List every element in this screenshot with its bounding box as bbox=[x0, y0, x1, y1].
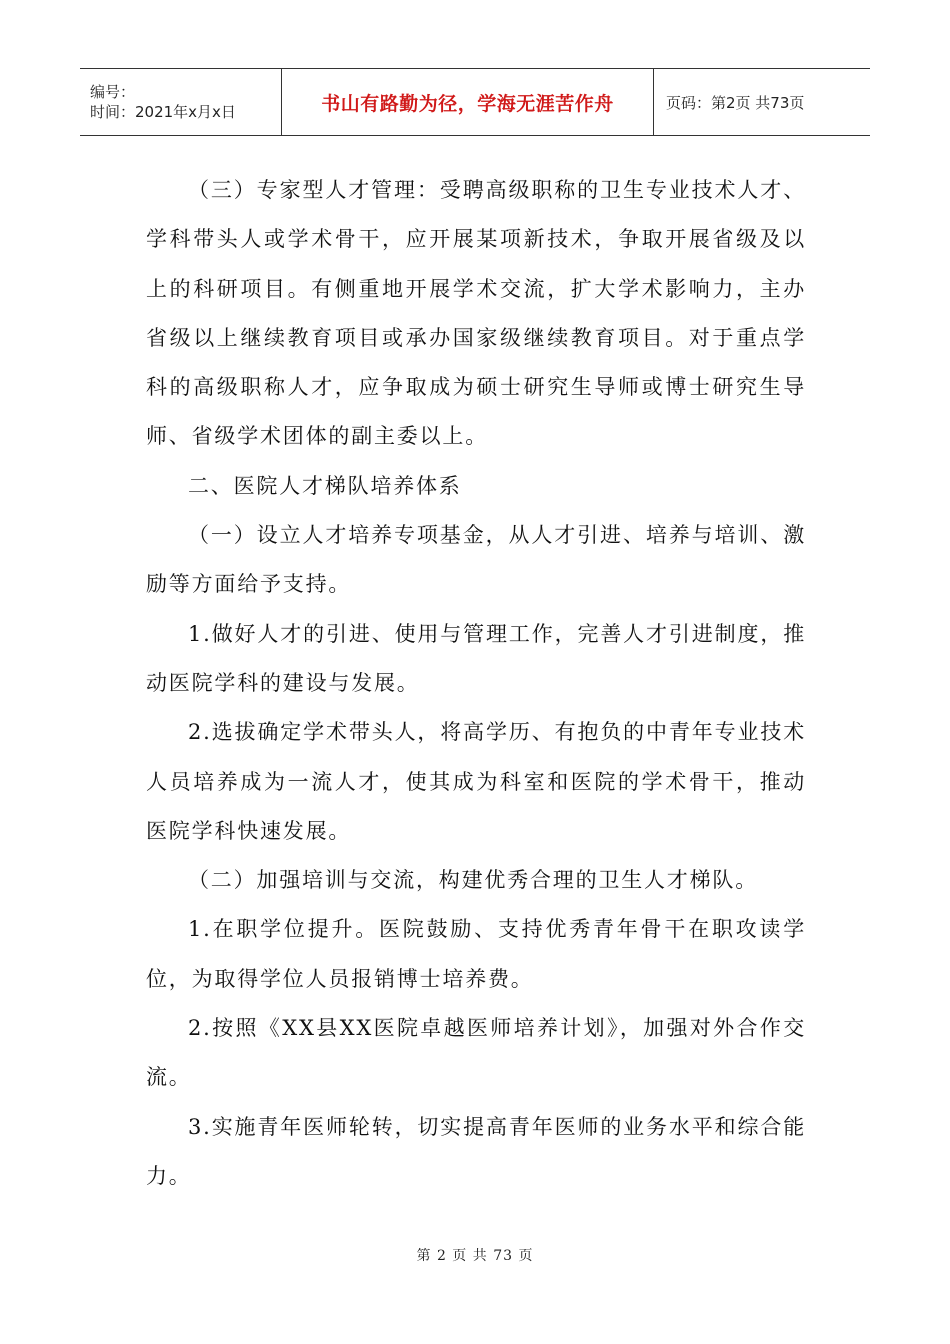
document-number-label: 编号： bbox=[90, 83, 136, 101]
paragraph-special-fund: （一）设立人才培养专项基金，从人才引进、培养与培训、激励等方面给予支持。 bbox=[146, 523, 806, 597]
list-item: 2.按照《XX县XX医院卓越医师培养计划》，加强对外合作交流。 bbox=[146, 1016, 806, 1090]
document-time-label: 时间：2021年x月x日 bbox=[90, 103, 236, 121]
list-item: 2.选拔确定学术带头人，将高学历、有抱负的中青年专业技术人员培养成为一流人才，使其成为科室和医院的学术骨干，推动医院学科快速发展。 bbox=[146, 720, 806, 843]
header-meta bbox=[80, 69, 282, 135]
footer-page-number: 第 2 页 共 73 页 bbox=[416, 1248, 534, 1264]
paragraph-training-exchange: （二）加强培训与交流，构建优秀合理的卫生人才梯队。 bbox=[188, 868, 758, 893]
paragraph-expert-talent-management: （三）专家型人才管理：受聘高级职称的卫生专业技术人才、学科带头人或学术骨干，应开展某项新技术，争取开展省级及以上的科研项目。有侧重地开展学术交流，扩大学术影响力，主办省级以上继续教育项目或承办国家级继续教育项目。对于重点学科的高级职称人才，应争取成为硕士研究生导师或博士研究生导师、省级学术团体的副主委以上。 bbox=[146, 178, 806, 449]
list-item: 1.在职学位提升。医院鼓励、支持优秀青年骨干在职攻读学位，为取得学位人员报销博士培养费。 bbox=[146, 917, 806, 991]
section-heading-talent-system: 二、医院人才梯队培养体系 bbox=[188, 473, 462, 498]
list-item: 1.做好人才的引进、使用与管理工作，完善人才引进制度，推动医院学科的建设与发展。 bbox=[146, 621, 806, 695]
page-code-text: 页码：第2页 共73页 bbox=[666, 93, 805, 112]
motto-text: 书山有路勤为径，学海无涯苦作舟 bbox=[321, 92, 614, 115]
document-body bbox=[146, 166, 806, 1201]
header-motto bbox=[282, 69, 654, 135]
header-page-code bbox=[654, 69, 870, 135]
page-footer bbox=[0, 1245, 950, 1265]
list-item: 3.实施青年医师轮转，切实提高青年医师的业务水平和综合能力。 bbox=[146, 1114, 806, 1188]
page-header bbox=[80, 68, 870, 136]
